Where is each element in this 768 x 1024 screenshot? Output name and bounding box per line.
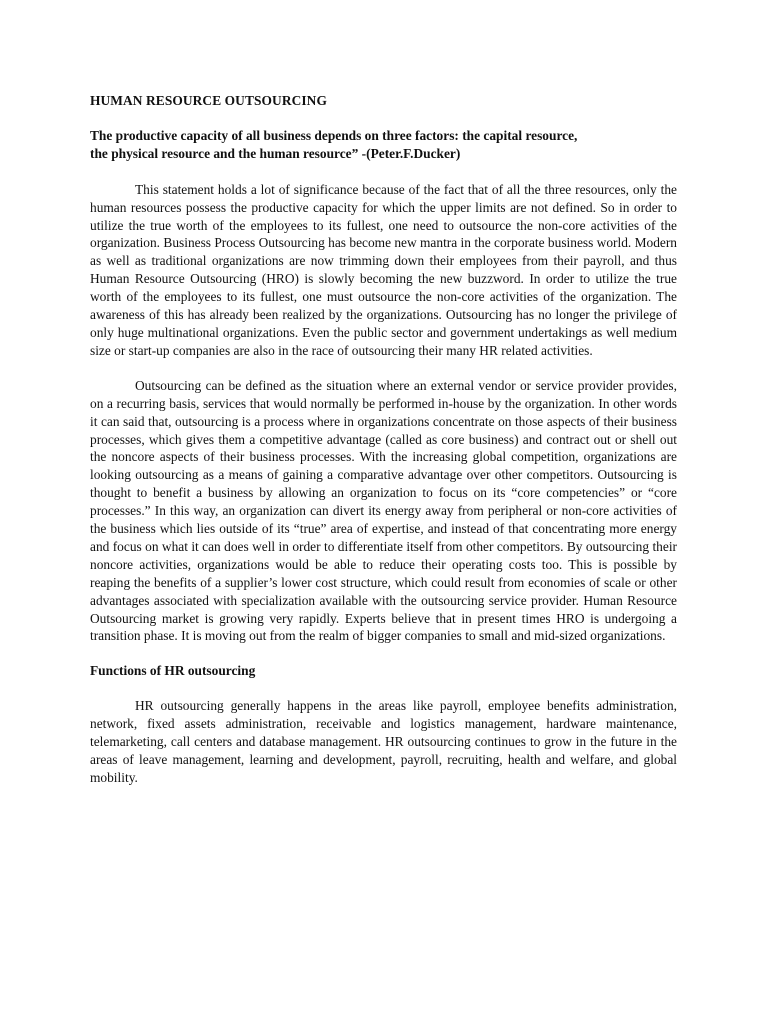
paragraph-definition: Outsourcing can be defined as the situation where an external vendor or service provider provides, on a recurring basis, services that would normally be performed in-house by the organization. In other words it can said that, outsourcing is a process where in organizations concentrate on those aspects of their business processes, which gives them a competitive advantage (called as core business) and contract out or shell out the noncore aspects of their business processes. With the increasing global competition, organizations are looking outsourcing as a means of gaining a comparative advantage over other competitors. Outsourcing is thought to benefit a business by allowing an organization to focus on its “core competencies” or “core processes.” In this way, an organization can divert its energy away from peripheral or non-core activities of the business which lies outside of its “true” area of expertise, and instead of that concentrating more energy and focus on what it can does well in order to differentiate itself from other competitors. By outsourcing their noncore activities, organizations would be able to reduce their operating costs too. This is possible by reaping the benefits of a supplier’s lower cost structure, which could result from economies of scale or other advantages associated with specialization available with the outsourcing service provider. Human Resource Outsourcing market is growing very rapidly. Experts believe that in present times HRO is undergoing a transition phase. It is moving out from the realm of bigger companies to small and mid-sized organizations. xyxy=(90,377,677,644)
paragraph-significance: This statement holds a lot of significance because of the fact that of all the three resources, only the human resources possess the productive capacity for which the upper limits are not defined. So in order to utilize the true worth of the employees to its fullest, one need to outsource the non-core activities of the organization. Business Process Outsourcing has become new mantra in the corporate business world. Modern as well as traditional organizations are now trimming down their employees from their payroll, and thus Human Resource Outsourcing (HRO) is slowly becoming the new buzzword. In order to utilize the true worth of the employees to its fullest, one must outsource the non-core activities of the organization. The awareness of this has already been realized by the organizations. Outsourcing has no longer the privilege of only huge multinational organizations. Even the public sector and government undertakings as well medium size or start-up companies are also in the race of outsourcing their many HR related activities. xyxy=(90,181,677,358)
document-title: HUMAN RESOURCE OUTSOURCING xyxy=(90,93,327,108)
paragraph-functions: HR outsourcing generally happens in the areas like payroll, employee benefits administration, network, fixed assets administration, receivable and logistics management, hardware maintenance, telemarketing, call centers and database management. HR outsourcing continues to grow in the future in the areas of leave management, learning and development, payroll, recruiting, health and welfare, and global mobility. xyxy=(90,698,677,785)
document-page xyxy=(90,92,677,804)
section-heading-functions: Functions of HR outsourcing xyxy=(90,663,256,679)
quote-line-2: the physical resource and the human resource” -(Peter.F.Ducker) xyxy=(90,145,461,161)
opening-quote xyxy=(90,127,677,163)
quote-line-1: The productive capacity of all business depends on three factors: the capital resource, xyxy=(90,127,578,143)
